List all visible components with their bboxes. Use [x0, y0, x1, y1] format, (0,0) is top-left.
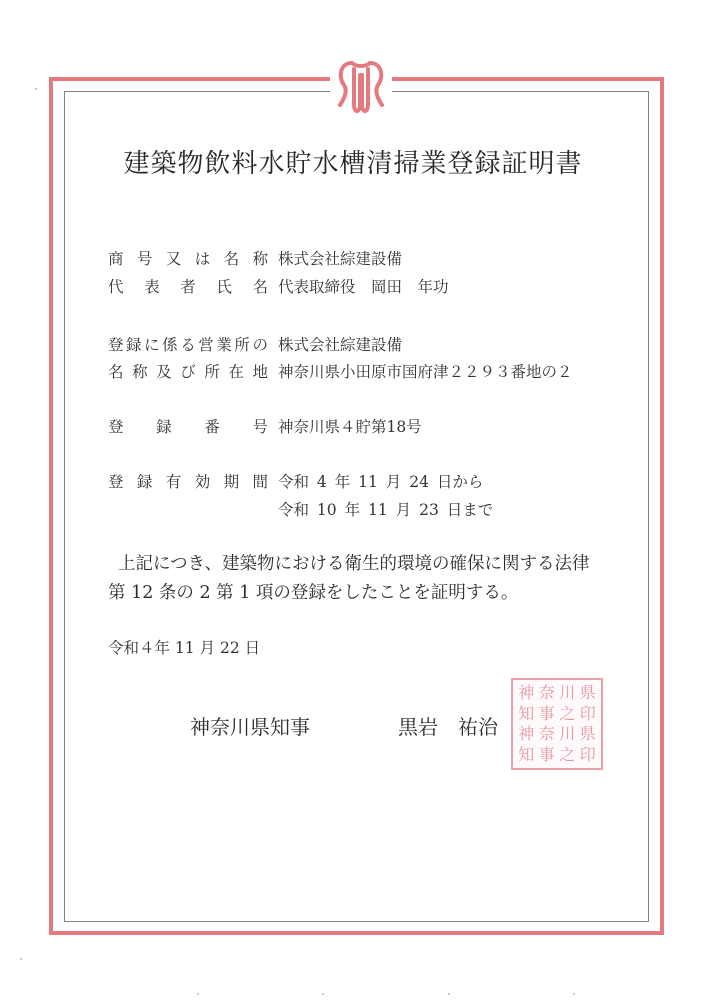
field-label: 登録に係る営業所の — [108, 336, 268, 354]
statement-line-2: 第 12 条の 2 第 1 項の登録をしたことを証明する。 — [108, 583, 519, 603]
field-value: 株式会社綜建設備 — [278, 250, 403, 268]
field-value: 代表取締役 岡田 年功 — [278, 278, 449, 296]
seal-char: 事 — [538, 744, 555, 764]
field-value: 令和 4 年 11 月 24 日から — [278, 473, 484, 491]
field-company-name — [108, 247, 403, 269]
scan-speck — [448, 993, 450, 995]
field-label: 登録有効期間 — [108, 473, 268, 491]
seal-char: 奈 — [538, 683, 555, 702]
seal-char: 神 — [518, 683, 535, 702]
field-value: 神奈川県小田原市国府津２２９３番地の２ — [278, 363, 573, 381]
field-value: 株式会社綜建設備 — [278, 336, 403, 354]
seal-char: 県 — [579, 683, 596, 702]
field-office-name — [108, 333, 403, 355]
statement-line-1: 上記につき、建築物における衛生的環境の確保に関する法律 — [118, 554, 590, 574]
seal-char: 事 — [538, 703, 555, 723]
issuer-name: 黒岩 祐治 — [398, 715, 498, 739]
scan-speck — [20, 958, 22, 960]
official-seal-stamp — [511, 678, 603, 770]
field-label: 商号又は名称 — [108, 250, 268, 268]
seal-char: 知 — [518, 744, 535, 764]
kanagawa-emblem-icon — [330, 55, 392, 117]
field-registration-number — [108, 415, 422, 437]
field-representative — [108, 275, 449, 297]
seal-char: 神 — [518, 724, 535, 743]
scan-speck — [573, 993, 575, 995]
field-value: 令和 10 年 11 月 23 日まで — [278, 501, 494, 519]
seal-char: 奈 — [538, 724, 555, 743]
issuer-title: 神奈川県知事 — [190, 715, 310, 739]
seal-char: 之 — [559, 703, 576, 723]
seal-char: 川 — [559, 724, 576, 743]
field-label: 代表者氏名 — [108, 278, 268, 296]
field-validity-start — [108, 470, 484, 492]
seal-char: 印 — [579, 744, 596, 764]
scan-speck — [322, 993, 324, 995]
certificate-title: 建築物飲料水貯水槽清掃業登録証明書 — [123, 149, 583, 179]
seal-char: 之 — [559, 744, 576, 764]
seal-char: 知 — [518, 703, 535, 723]
field-value: 神奈川県４貯第18号 — [278, 418, 422, 436]
seal-char: 川 — [559, 683, 576, 702]
field-office-address — [108, 360, 573, 382]
field-validity-end — [108, 498, 494, 519]
field-label: 登録番号 — [108, 418, 268, 436]
scan-speck — [197, 993, 199, 995]
field-label: 名称及び所在地 — [108, 363, 268, 381]
seal-char: 県 — [579, 724, 596, 743]
scan-speck — [35, 88, 37, 90]
seal-char: 印 — [579, 703, 596, 723]
issue-date: 令和４年 11 月 22 日 — [108, 639, 261, 657]
